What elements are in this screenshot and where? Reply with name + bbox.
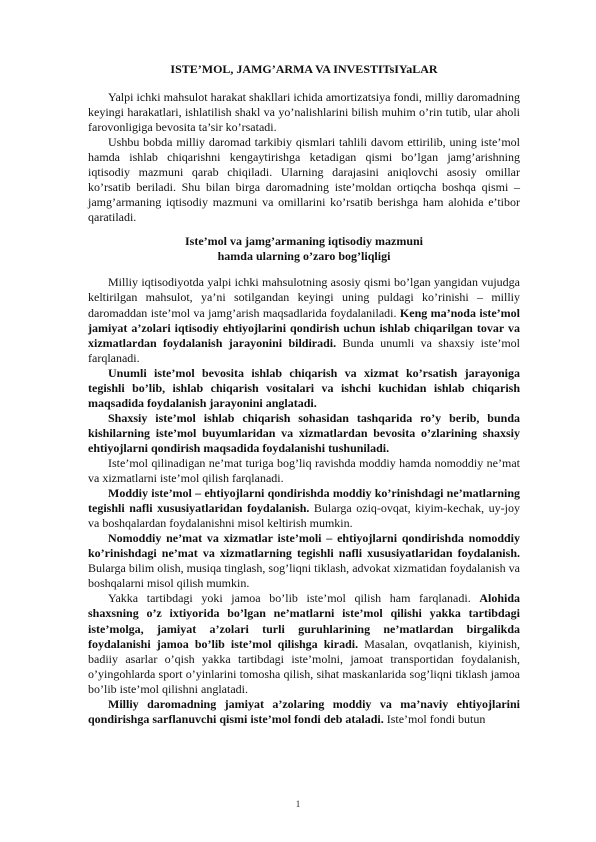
section-heading-line-2: hamda ularning o’zaro bog’liqligi	[217, 249, 391, 264]
paragraph-9-bold: Alohida shaxsning o’z ixtiyorida bo’lgan ne’matlarni iste’mol qilishi yakka tartibdagi iste’molga, jamiyat a’zolari turli guruhlarining ne’matlardan birgalikda foydalanishi jamoa bo’lib iste’mol qilishga kiradi.	[88, 591, 520, 651]
paragraph-7-bold: Moddiy iste’mol – ehtiyojlarni qondirishda moddiy ko’rinishdagi ne’matlarning tegishli nafli xususiyatlaridan foydalanish.	[88, 486, 520, 516]
paragraph-10-tail: Iste’mol fondi butun	[383, 711, 486, 726]
paragraph-8-tail: Bularga bilim olish, musiqa tinglash, sog’liqni tiklash, advokat xizmatidan foydalanish va boshqalarni misol qilish mumkin.	[88, 561, 520, 591]
paragraph-10-bold: Milliy daromadning jamiyat a’zolaring moddiy va ma’naviy ehtiyojlarini qondirishga sarflanuvchi qismi iste’mol fondi deb ataladi.	[88, 696, 520, 726]
paragraph-4: Unumli iste’mol bevosita ishlab chiqarish va xizmat ko’rsatish jarayoniga tegishli bo’lib, ishlab chiqarish vositalari va ishchi kuchidan ishlab chiqarish maqsadida foydalanish jarayonini anglatadi.	[88, 365, 520, 410]
document-title: ISTE’MOL, JAMG’ARMA VA INVESTITsIYaLAR	[170, 62, 438, 76]
section-heading	[88, 234, 520, 264]
paragraph-9	[88, 591, 520, 696]
paragraph-9-tail: Masalan, ovqatlanish, kiyinish, badiiy asarlar o’qish yakka tartibdagi iste’molni, jamoat transportidan foydalanish, o’yingohlarda sport o’yinlarini tomosha qilish, sihat maskanlarida sog’liqni tiklash jamoa bo’lib iste’mol qilishni anglatadi.	[88, 636, 520, 696]
paragraph-3-text: Milliy iqtisodiyotda yalpi ichki mahsulotning asosiy qismi bo’lgan yangidan vujudga keltirilgan mahsulot, ya’ni sotilgandan keyingi uning puldagi ko’rinishi – milliy daromaddan iste’mol va jamg’arish maqsadlarida foydalaniladi.	[88, 275, 520, 320]
paragraph-9-text: Yakka tartibdagi yoki jamoa bo’lib iste’mol qilish ham farqlanadi.	[108, 591, 480, 606]
paragraph-8-bold: Nomoddiy ne’mat va xizmatlar iste’moli – ehtiyojlarni qondirishda nomoddiy ko’rinishdagi ne’mat va xizmatlarning tegishli nafli xususiyatlaridan foydalanish.	[88, 531, 520, 561]
paragraph-1: Yalpi ichki mahsulot harakat shakllari ichida amortizatsiya fondi, milliy daromadning keyingi harakatlari, ishlatilish shakl va yo’nalishlarini bilish muhim o’rin tutib, ular aholi farovonligiga bevosita ta’sir ko’rsatadi.	[88, 90, 520, 135]
paragraph-8	[88, 531, 520, 591]
paragraph-5: Shaxsiy iste’mol ishlab chiqarish sohasidan tashqarida ro’y berib, bunda kishilarning iste’mol buyumlaridan va xizmatlardan bevosita o’zlarining shaxsiy ehtiyojlarni qondirish maqsadida foydalanishi tushuniladi.	[88, 410, 520, 455]
paragraph-10	[88, 697, 520, 727]
paragraph-3	[88, 275, 520, 365]
paragraph-3-bold: Keng ma’noda iste’mol jamiyat a’zolari iqtisodiy ehtiyojlarini qondirish uchun ishlab chiqarilgan tovar va xizmatlardan foydalanish jarayonini bildiradi.	[88, 305, 521, 350]
page-number: 1	[295, 799, 301, 809]
paragraph-7	[88, 486, 520, 531]
paragraph-2: Ushbu bobda milliy daromad tarkibiy qismlari tahlili davom ettirilib, uning iste’mol hamda ishlab chiqarishni kengaytirishga ketadigan qismi bo’lgan jamg’arishning iqtisodiy mazmuni qarab chiqiladi. Ularning darajasini aniqlovchi asosiy omillar ko’rsatib beriladi. Shu bilan birga daromadning iste’moldan ortiqcha boshqa qismi – jamg’armaning iqtisodiy mazmuni va omillarini ko’rsatib berishga ham alohida e’tibor qaratiladi.	[88, 135, 520, 225]
paragraph-3-tail: Bunda unumli va shaxsiy iste’mol farqlanadi.	[88, 335, 520, 365]
document-page	[88, 62, 520, 727]
paragraph-6: Iste’mol qilinadigan ne’mat turiga bog’liq ravishda moddiy hamda nomoddiy ne’mat va xizmatlarni iste’mol qilish farqlanadi.	[88, 455, 520, 486]
paragraph-7-tail: Bularga oziq-ovqat, kiyim-kechak, uy-joy va boshqalardan foydalanishni misol keltirish mumkin.	[88, 501, 520, 531]
section-heading-line-1: Iste’mol va jamg’armaning iqtisodiy mazmuni	[185, 234, 423, 249]
